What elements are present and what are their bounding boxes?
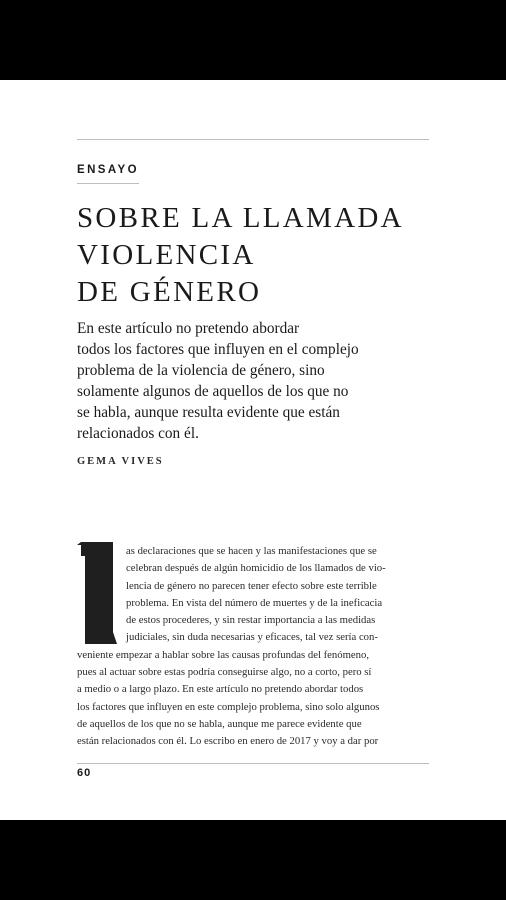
body-line: están relacionados con él. Lo escribo en enero de 2017 y voy a dar por xyxy=(77,735,379,748)
lead-line: solamente algunos de aquellos de los que no xyxy=(77,383,349,400)
body-line: celebran después de algún homicidio de los llamados de vio- xyxy=(126,562,386,575)
body-line: problema. En vista del número de muertes y de la ineficacia xyxy=(126,596,383,609)
lead-line: todos los factores que influyen en el complejo xyxy=(77,341,359,358)
body-line: lencia de género no parecen tener efecto sobre este terrible xyxy=(126,579,377,592)
title-line: DE GÉNERO xyxy=(77,276,262,308)
section-underline xyxy=(77,183,139,184)
title-line: SOBRE LA LLAMADA xyxy=(77,202,404,234)
top-rule xyxy=(77,139,429,140)
article-title xyxy=(77,200,437,311)
article-page xyxy=(0,80,506,820)
body-line: as declaraciones que se hacen y las manifestaciones que se xyxy=(126,545,377,557)
body-line: a medio o a largo plazo. En este artículo no pretendo abordar todos xyxy=(77,683,364,696)
body-line: veniente empezar a hablar sobre las causas profundas del fenómeno, xyxy=(77,648,370,661)
section-label: ENSAYO xyxy=(77,164,139,176)
body-line: de aquellos de los que no se habla, aunque me parece evidente que xyxy=(77,717,362,730)
body-line: judiciales, sin duda necesarias y eficaces, tal vez sería con- xyxy=(126,631,378,644)
body-line: pues al actuar sobre estas podría conseguirse algo, no a corto, pero sí xyxy=(77,666,372,679)
page-number: 60 xyxy=(77,767,92,779)
lead-line: En este artículo no pretendo abordar xyxy=(77,320,300,337)
article-body xyxy=(77,543,430,751)
body-line: los factores que influyen en este complejo problema, sino solo algunos xyxy=(77,700,380,713)
article-lead xyxy=(77,318,437,444)
body-line: de estos procederes, y sin restar importancia a las medidas xyxy=(126,614,376,627)
author-name: GEMA VIVES xyxy=(77,456,164,467)
lead-line: problema de la violencia de género, sino xyxy=(77,362,325,379)
lead-line: se habla, aunque resulta evidente que están xyxy=(77,404,340,421)
lead-line: relacionados con él. xyxy=(77,425,199,442)
bottom-rule xyxy=(77,763,429,764)
title-line: VIOLENCIA xyxy=(77,239,256,271)
